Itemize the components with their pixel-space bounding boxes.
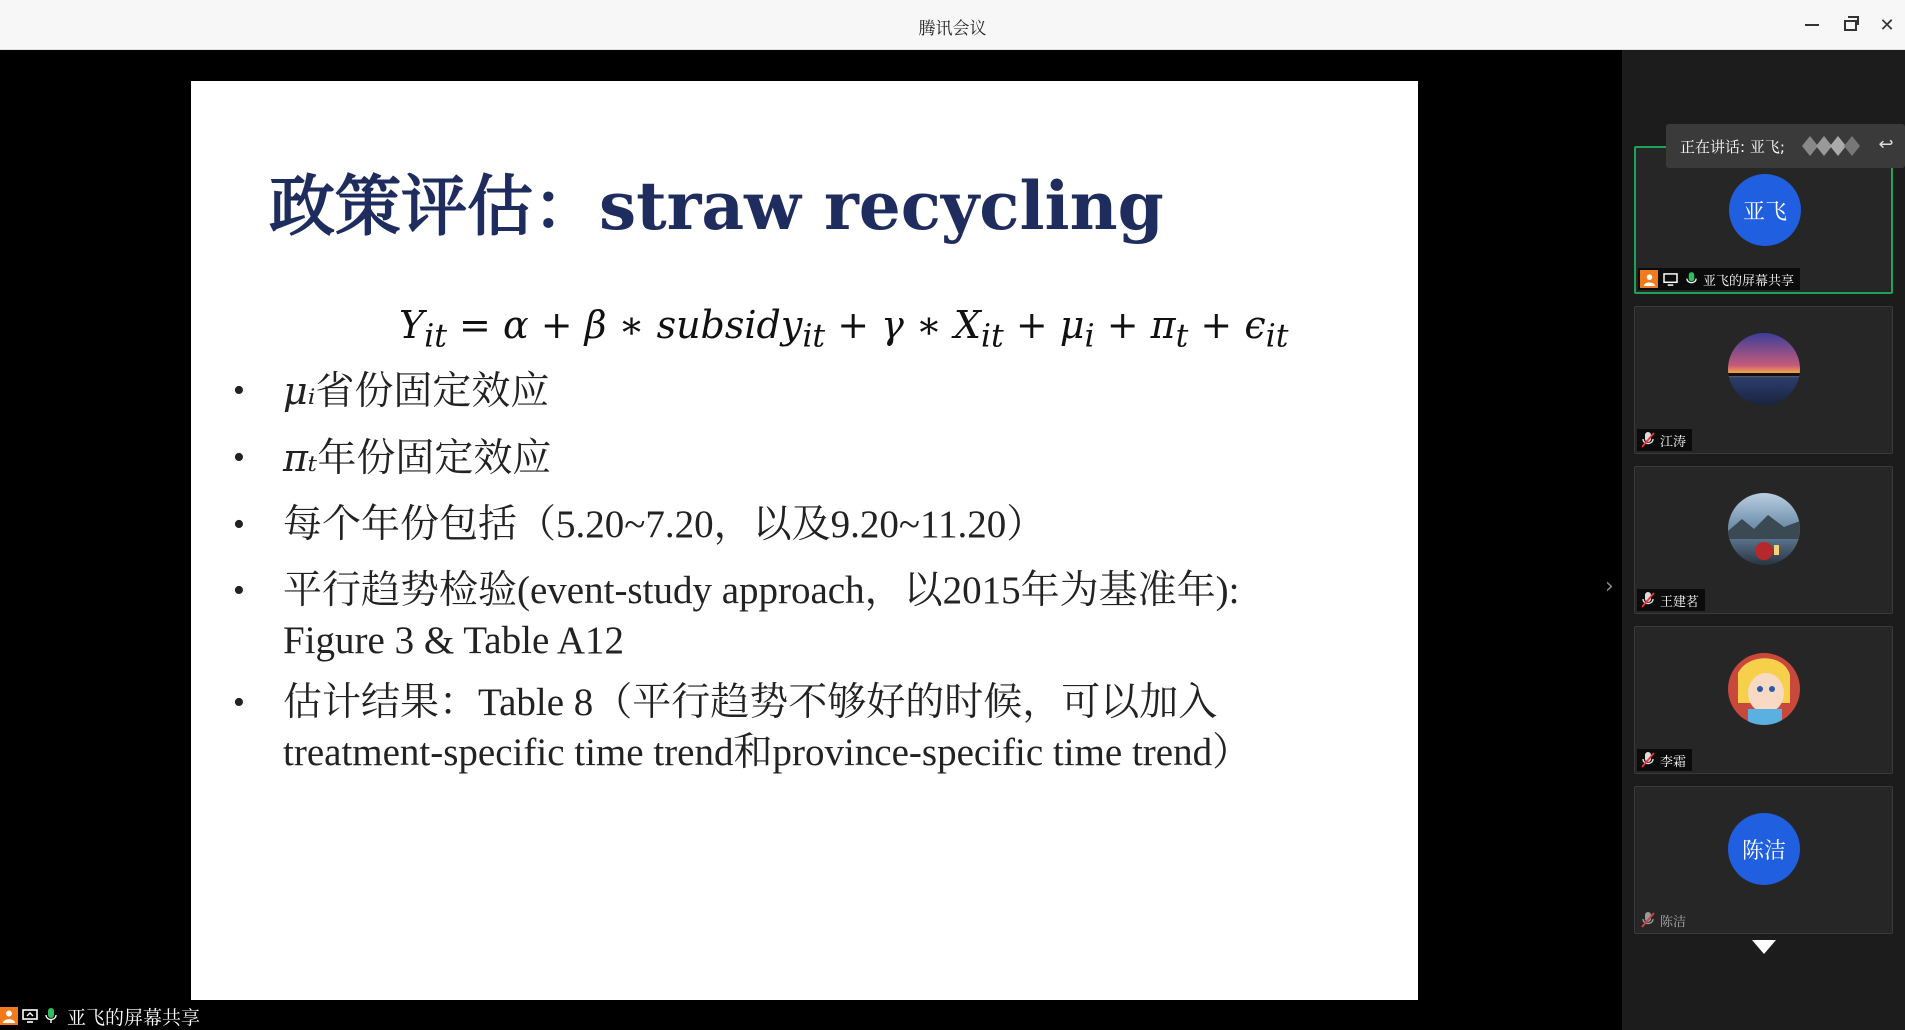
microphone-icon xyxy=(1682,270,1700,288)
screen-share-label: 亚飞的屏幕共享 xyxy=(67,1006,201,1029)
bullet-item xyxy=(233,566,1383,666)
cartoon-avatar-image xyxy=(1728,653,1800,725)
window-title: 腾讯会议 xyxy=(918,19,987,39)
bullet-math: μᵢ xyxy=(283,369,316,413)
scroll-down-arrow-icon[interactable] xyxy=(1751,938,1777,956)
bullet-text-line2: treatment-specific time trend和province-specific time trend） xyxy=(283,731,1252,774)
screen-share-icon xyxy=(1661,270,1679,288)
avatar xyxy=(1728,653,1800,725)
bullet-text-line2: Figure 3 & Table A12 xyxy=(283,619,625,662)
slide-equation xyxy=(399,303,1288,355)
participant-name: 王建茗 xyxy=(1660,594,1700,610)
microphone-icon xyxy=(42,1007,60,1025)
equation-text: $Y_{it} = \alpha + \beta$ ∗ subsidy$_{it}$ + γ ∗ $X_{it} + \mu_i + \pi_t + \epsilon_{it}$ xyxy=(399,303,1289,355)
microphone-muted-icon xyxy=(1639,591,1657,609)
microphone-muted-icon xyxy=(1639,431,1657,449)
bullet-math: πₜ xyxy=(283,436,318,480)
participant-name-tag xyxy=(1637,749,1692,771)
participant-name-tag xyxy=(1637,429,1692,451)
minimize-icon xyxy=(1805,24,1819,26)
participant-tile[interactable] xyxy=(1634,306,1893,454)
close-icon: ✕ xyxy=(1879,14,1895,36)
bullet-text: 平行趋势检验(event-study approach，以2015年为基准年): xyxy=(283,569,1240,612)
person-icon xyxy=(1640,270,1658,288)
participant-name: 李霜 xyxy=(1660,754,1687,770)
avatar: 亚飞 xyxy=(1729,174,1801,246)
bullet-text: 年份固定效应 xyxy=(317,437,552,480)
person-icon xyxy=(0,1007,18,1025)
participant-tile[interactable] xyxy=(1634,626,1893,774)
microphone-muted-icon xyxy=(1639,751,1657,769)
participant-tile[interactable] xyxy=(1634,786,1893,934)
close-button[interactable] xyxy=(1874,12,1900,38)
presentation-slide xyxy=(191,81,1418,1000)
participant-name: 陈洁 xyxy=(1660,914,1687,930)
participant-name: 亚飞的屏幕共享 xyxy=(1703,273,1795,289)
participant-tile[interactable] xyxy=(1634,146,1893,294)
avatar xyxy=(1728,333,1800,405)
return-arrow-icon[interactable]: ↩ xyxy=(1878,134,1894,155)
restore-icon xyxy=(1844,20,1857,31)
minimize-button[interactable] xyxy=(1799,12,1825,38)
lake-avatar-image xyxy=(1728,493,1800,565)
speaking-label: 正在讲话: 亚飞; xyxy=(1680,138,1785,156)
participant-name-tag xyxy=(1637,909,1692,931)
speaking-indicator xyxy=(1666,124,1905,168)
screen-share-tag xyxy=(0,1002,206,1030)
participant-name-tag xyxy=(1638,268,1800,290)
participant-name: 江涛 xyxy=(1660,434,1687,450)
bullet-item xyxy=(233,366,1383,417)
bullet-item xyxy=(233,433,1383,484)
participant-tile[interactable] xyxy=(1634,466,1893,614)
participant-name-tag xyxy=(1637,589,1705,611)
microphone-muted-icon xyxy=(1639,911,1657,929)
speaking-wave-icon xyxy=(1802,134,1860,158)
bullet-item xyxy=(233,500,1383,550)
sunset-avatar-image xyxy=(1728,333,1800,405)
avatar xyxy=(1728,493,1800,565)
avatar: 陈洁 xyxy=(1728,813,1800,885)
screen-share-icon xyxy=(21,1007,39,1025)
bullet-text: 每个年份包括（5.20~7.20，以及9.20~11.20） xyxy=(283,503,1046,546)
restore-button[interactable] xyxy=(1837,12,1863,38)
collapse-sidebar-chevron-icon[interactable]: › xyxy=(1605,574,1614,599)
shared-screen-area xyxy=(0,50,1622,1030)
slide-title: 政策评估：straw recycling xyxy=(269,167,1164,245)
bullet-text: 估计结果：Table 8（平行趋势不够好的时候，可以加入 xyxy=(283,681,1218,724)
bullet-item xyxy=(233,678,1383,778)
window-titlebar xyxy=(0,0,1905,50)
slide-bullet-list xyxy=(233,366,1383,794)
bullet-text: 省份固定效应 xyxy=(315,370,550,413)
